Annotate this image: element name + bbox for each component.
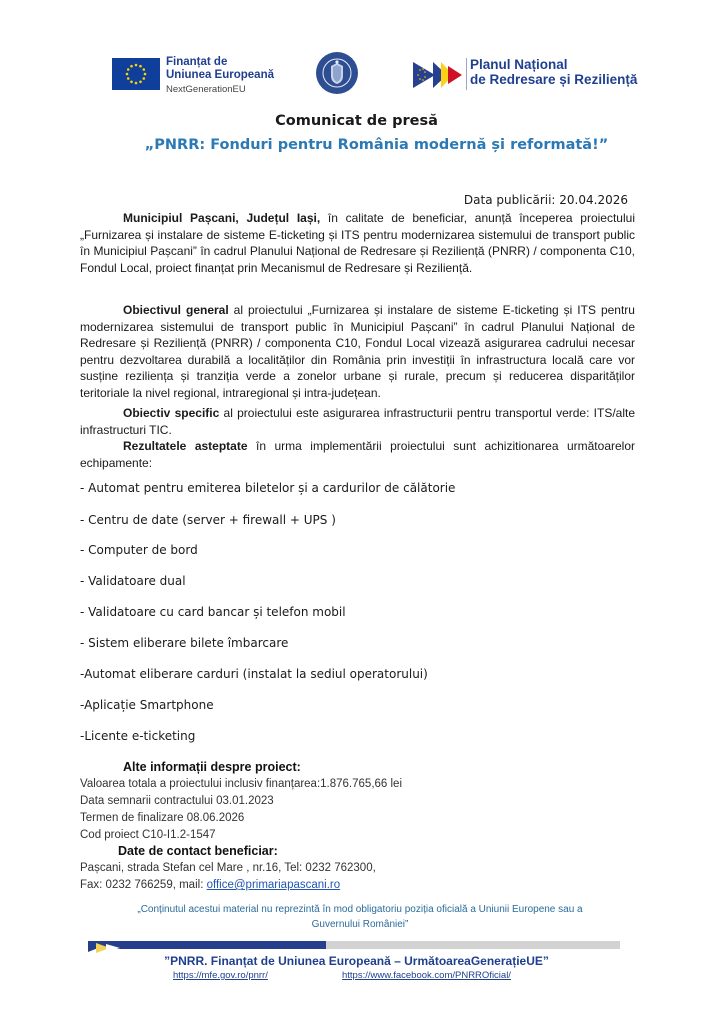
publication-date: Data publicării: 20.04.2026 xyxy=(463,193,628,207)
eu-logo-line2: Uniunea Europeană xyxy=(166,69,274,81)
footer-slogan: ”PNRR. Finanțat de Uniunea Europeană – UrmătoareaGenerațieUE” xyxy=(164,954,549,968)
equipment-item: - Automat pentru emiterea biletelor și a cardurilor de călătorie xyxy=(80,481,456,495)
paragraph-intro-bold: Municipiul Pașcani, Județul Iași, xyxy=(123,211,321,225)
equipment-item: -Aplicație Smartphone xyxy=(80,698,214,712)
pnrr-logo-text xyxy=(470,57,637,87)
footer-bar-grey xyxy=(326,941,620,949)
project-info-line: Cod proiect C10-I1.2-1547 xyxy=(80,829,216,841)
romanian-government-seal-icon xyxy=(315,51,359,95)
eu-logo-line1: Finanțat de xyxy=(166,56,228,68)
equipment-item: -Licente e-ticketing xyxy=(80,729,196,743)
general-objective-text: al proiectului „Furnizarea și instalare de sisteme E-ticketing și ITS pentru modernizarea sistemului de transport public în Municipiul Pașcani” în cadrul Planului Național de Redresare și Reziliență (PNRR) / componenta C10, Fondul Local vizează asigurarea cadrului necesar pentru dezvoltarea durabilă a localităților din România prin investiții în infrastructura locală care vor susține reziliența și tranziția verde a zonelor urbane și rurale, precum și reducerea disparităților teritoriale la nivel regional, intraregional și intra-județean. xyxy=(80,303,635,400)
pnrr-logo-line1: Planul Național xyxy=(470,57,568,72)
contact-fax-mail xyxy=(80,879,340,891)
general-objective-bold: Obiectivul general xyxy=(123,303,229,317)
disclaimer xyxy=(90,902,630,932)
page-subtitle: „PNRR: Fonduri pentru România modernă și reformată!” xyxy=(144,137,609,153)
footer-bar-blue xyxy=(88,941,326,949)
disclaimer-line1: „Conținutul acestui material nu reprezintă în mod obligatoriu poziția oficială a Uniunii Europene sau a xyxy=(137,904,583,915)
footer-arrow-icon xyxy=(86,939,122,951)
project-info-line: Valoarea totala a proiectului inclusiv finanțarea:1.876.765,66 lei xyxy=(80,778,402,790)
equipment-item: - Centru de date (server + firewall + UPS ) xyxy=(80,513,336,527)
footer-link-mfe[interactable]: https://mfe.gov.ro/pnrr/ xyxy=(173,970,268,981)
pnrr-logo-line2: de Redresare și Reziliență xyxy=(470,72,638,87)
paragraph-intro-text: în calitate de beneficiar, anunță începerea proiectului „Furnizarea și instalare de sisteme E-ticketing și ITS pentru modernizarea sistemului de transport public în Municipiul Pașcani” în cadrul Planului Național de Redresare și Reziliență (PNRR) / componenta C10, Fondul Local, proiect finanțat prin Mecanismul de Redresare și Reziliență. xyxy=(80,211,635,275)
equipment-item: - Validatoare dual xyxy=(80,574,186,588)
paragraph-intro xyxy=(80,210,635,276)
expected-results-text: în urma implementării proiectului sunt achizitionarea următoarelor echipamente: xyxy=(80,439,635,470)
equipment-item: - Computer de bord xyxy=(80,543,198,557)
page-title: Comunicat de presă xyxy=(275,113,438,129)
eu-flag-icon xyxy=(112,58,160,90)
equipment-item: - Sistem eliberare bilete îmbarcare xyxy=(80,636,289,650)
paragraph-specific-objective xyxy=(80,405,635,438)
expected-results-bold: Rezultatele asteptate xyxy=(123,439,248,453)
project-info-line: Data semnarii contractului 03.01.2023 xyxy=(80,795,274,807)
contact-email-link[interactable]: office@primariapascani.ro xyxy=(206,879,341,891)
pnrr-logo-icon xyxy=(413,60,463,90)
footer-link-facebook[interactable]: https://www.facebook.com/PNRROficial/ xyxy=(342,970,511,981)
project-info-heading: Alte informații despre proiect: xyxy=(123,760,301,774)
eu-funding-logo-text xyxy=(166,56,274,96)
contact-heading: Date de contact beneficiar: xyxy=(118,844,278,858)
equipment-item: - Validatoare cu card bancar și telefon mobil xyxy=(80,605,346,619)
disclaimer-line2: Guvernului României” xyxy=(311,919,409,930)
specific-objective-text: al proiectului este asigurarea infrastructurii pentru transportul verde: ITS/alte infrastructuri TIC. xyxy=(80,406,636,437)
project-info-line: Termen de finalizare 08.06.2026 xyxy=(80,812,245,824)
contact-address: Pașcani, strada Stefan cel Mare , nr.16, Tel: 0232 762300, xyxy=(80,862,376,874)
eu-logo-line3: NextGenerationEU xyxy=(166,84,246,95)
equipment-item: -Automat eliberare carduri (instalat la sediul operatorului) xyxy=(80,667,428,681)
pnrr-logo-separator xyxy=(466,58,467,90)
paragraph-general-objective xyxy=(80,302,635,402)
specific-objective-bold: Obiectiv specific xyxy=(123,406,220,420)
paragraph-expected-results xyxy=(80,438,635,471)
contact-fax: Fax: 0232 766259, mail: xyxy=(80,879,207,891)
